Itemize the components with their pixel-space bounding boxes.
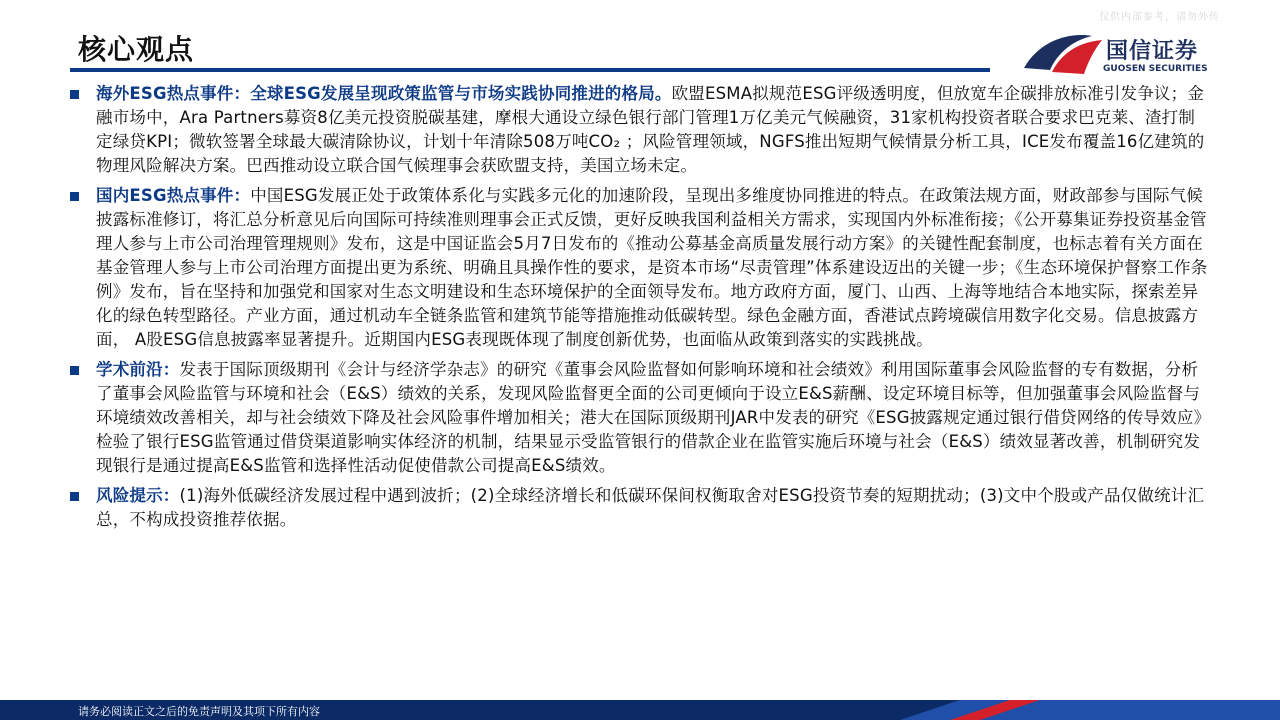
item-text: (1)海外低碳经济发展过程中遇到波折；(2)全球经济增长和低碳环保间权衡取舍对ESG投资节奏的短期扰动；(3)文中个股或产品仅做统计汇总，不构成投资推荐依据。 [96,486,1205,529]
item-label: 国内ESG热点事件： [96,186,251,205]
guosen-logo-icon [1018,30,1114,76]
key-points-list [70,82,1210,538]
footer-bar [0,700,1280,720]
list-item-overseas-esg [70,82,1210,178]
logo-name-cn: 国信证券 [1106,39,1199,64]
square-bullet-icon [70,492,79,501]
page-title: 核心观点 [78,33,195,66]
square-bullet-icon [70,192,79,201]
item-label: 学术前沿： [96,360,180,379]
footer-disclaimer: 请务必阅读正文之后的免责声明及其项下所有内容 [78,705,320,718]
watermark: 仅供内部参考，请勿外传 [1099,12,1220,23]
title-divider [70,68,990,72]
item-text: 中国ESG发展正处于政策体系化与实践多元化的加速阶段，呈现出多维度协同推进的特点。在政策法规方面，财政部参与国际气候披露标准修订，将汇总分析意见后向国际可持续准则理事会正式反馈，更好反映我国利益相关方需求，实现国内外标准衔接；《公开募集证券投资基金管理人参与上市公司治理管理规则》发布，这是中国证监会5月7日发布的《推动公募基金高质量发展行动方案》的关键性配套制度，也标志着有关方面在基金管理人参与上市公司治理方面提出更为系统、明确且具操作性的要求，是资本市场“尽责管理”体系建设迈出的关键一步；《生态环境保护督察工作条例》发布，旨在坚持和加强党和国家对生态文明建设和生态环境保护的全面领导发布。地方政府方面，厦门、山西、上海等地结合本地实际，探索差异化的绿色转型路径。产业方面，通过机动车全链条监管和建筑节能等措施推动低碳转型。绿色金融方面，香港试点跨境碳信用数字化交易。信息披露方面， A股ESG信息披露率显著提升。近期国内ESG表现既体现了制度创新优势，也面临从政策到落实的实践挑战。 [96,186,1208,349]
square-bullet-icon [70,90,79,99]
item-text: 发表于国际顶级期刊《会计与经济学杂志》的研究《董事会风险监督如何影响环境和社会绩效》利用国际董事会风险监督的专有数据，分析了董事会风险监管与环境和社会（E&S）绩效的关系，发现风险监督更全面的公司更倾向于设立E&S薪酬、设定环境目标等，但加强董事会风险监督与环境绩效改善相关，却与社会绩效下降及社会风险事件增加相关；港大在国际顶级期刊JAR中发表的研究《ESG披露规定通过银行借贷网络的传导效应》检验了银行ESG监管通过借贷渠道影响实体经济的机制，结果显示受监管银行的借款企业在监管实施后环境与社会（E&S）绩效显著改善，机制研究发现银行是通过提高E&S监管和选择性活动促使借款公司提高E&S绩效。 [96,360,1203,475]
square-bullet-icon [70,366,79,375]
list-item-academic [70,358,1210,478]
item-text: 欧盟ESMA拟规范ESG评级透明度，但放宽车企碳排放标准引发争议；金融市场中，Ara Partners募资8亿美元投资脱碳基建，摩根大通设立绿色银行部门管理1万亿美元气候融资，31家机构投资者联合要求巴克莱、渣打制定绿贷KPI；微软签署全球最大碳清除协议，计划十年清除508万吨CO₂ ；风险管理领域，NGFS推出短期气候情景分析工具，ICE发布覆盖16亿建筑的物理风险解决方案。巴西推动设立联合国气候理事会获欧盟支持，美国立场未定。 [96,84,1205,175]
item-label: 风险提示： [96,486,180,505]
item-label: 海外ESG热点事件：全球ESG发展呈现政策监管与市场实践协同推进的格局。 [96,84,672,103]
logo-name-en: GUOSEN SECURITIES [1103,64,1208,74]
list-item-domestic-esg [70,184,1210,352]
company-logo [1018,30,1238,78]
list-item-risk [70,484,1210,532]
